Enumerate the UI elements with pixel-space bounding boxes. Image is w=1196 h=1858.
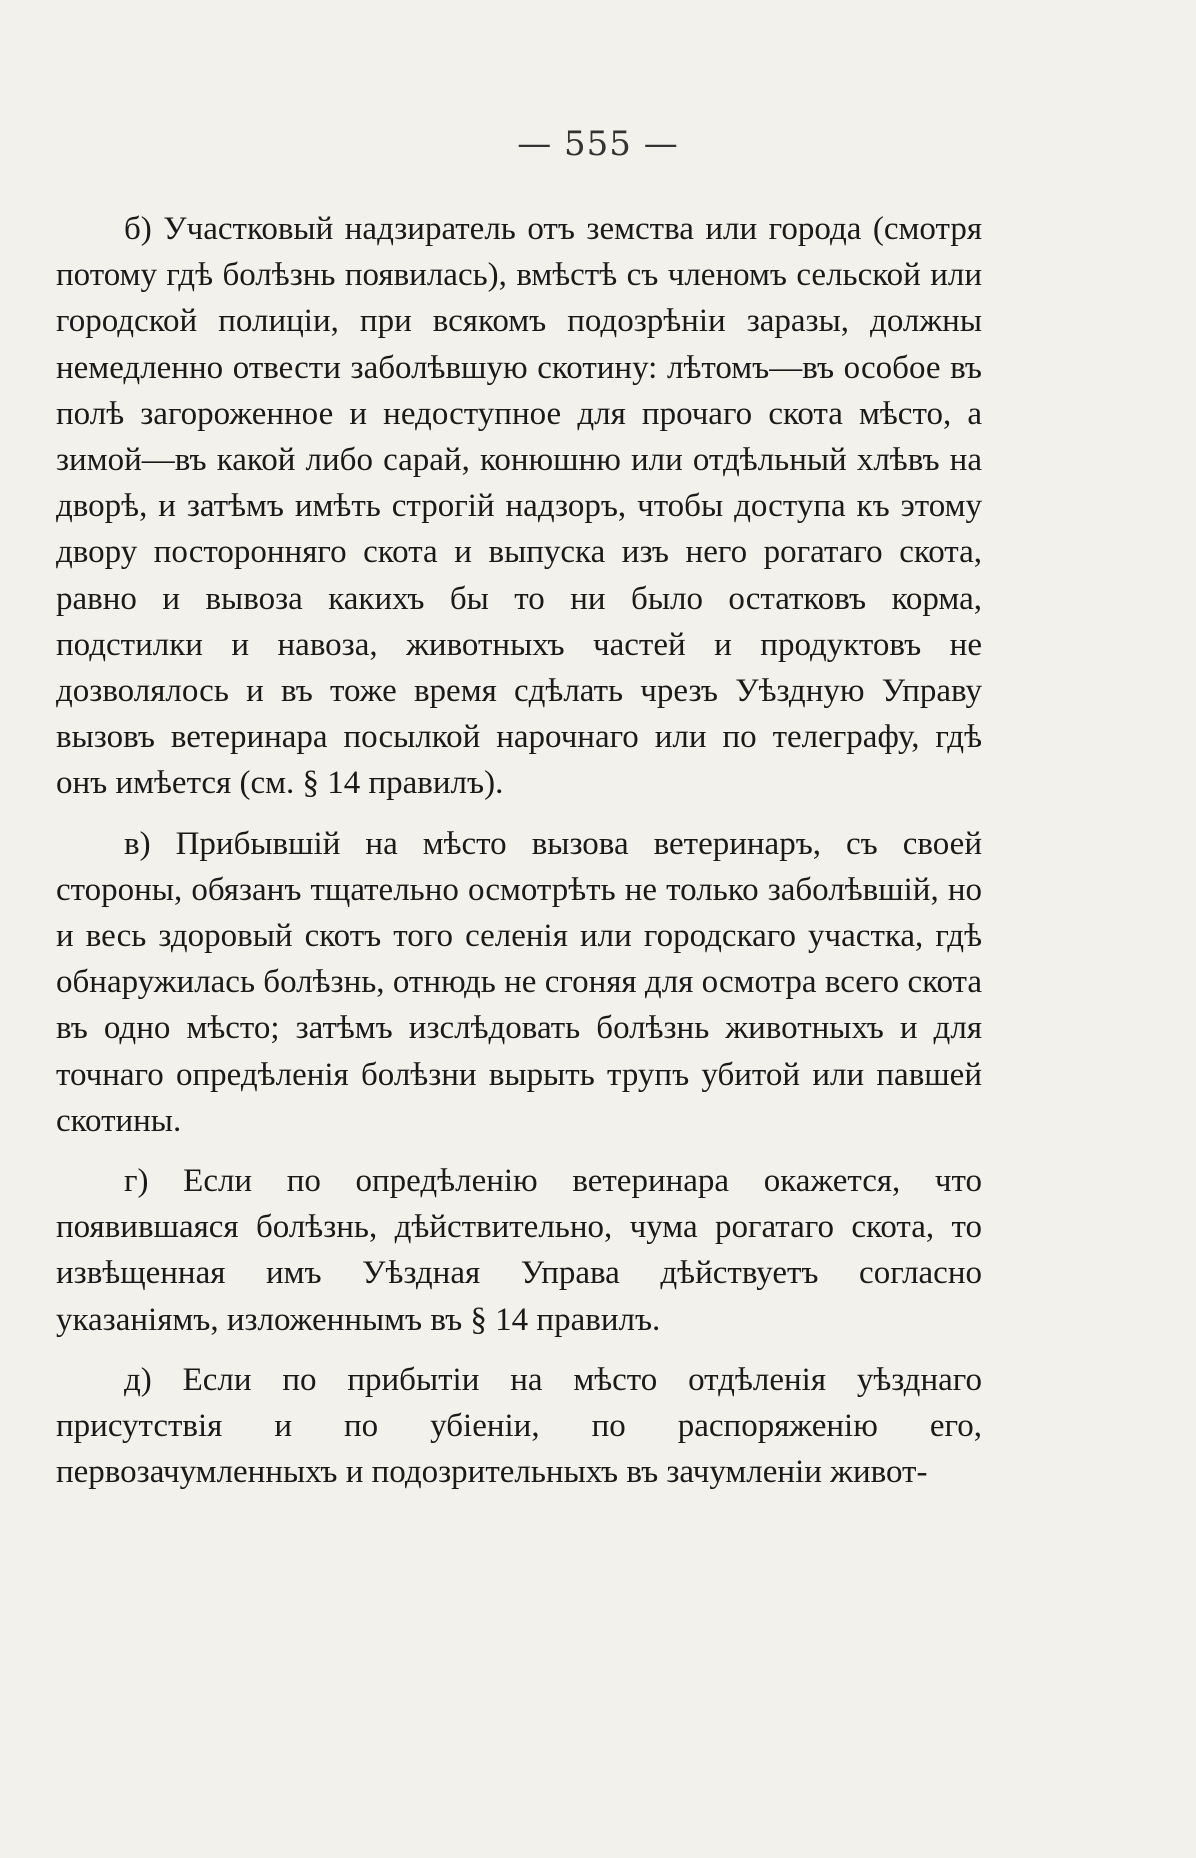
paragraph-b: б) Участковый надзиратель отъ земства или города (смотря потому гдѣ болѣзнь появилась), вмѣстѣ съ членомъ сельской или городской полиціи, при всякомъ подозрѣніи заразы, должны немедленно отвести заболѣвшую скотину: лѣтомъ—въ особое въ полѣ загороженное и недоступное для прочаго скота мѣсто, а зимой—въ какой либо сарай, конюшню или отдѣльный хлѣвъ на дворѣ, и затѣмъ имѣть строгій надзоръ, чтобы доступа къ этому двору посторонняго скота и выпуска изъ него рогатаго скота, равно и вывоза какихъ бы то ни было остатковъ корма, подстилки и навоза, животныхъ частей и продуктовъ не дозволялось и въ тоже время сдѣлать чрезъ Уѣздную Управу вызовъ ветеринара посылкой нарочнаго или по телеграфу, гдѣ онъ имѣется (см. § 14 правилъ). bbox=[56, 211, 982, 802]
paragraph-v: в) Прибывшій на мѣсто вызова ветеринаръ, съ своей стороны, обязанъ тщательно осмотрѣть не только заболѣвшій, но и весь здоровый скотъ того селенія или городскаго участка, гдѣ обнаружилась болѣзнь, отнюдь не сгоняя для осмотра всего скота въ одно мѣсто; затѣмъ изслѣдовать болѣзнь животныхъ и для точнаго опредѣленія болѣзни вырыть трупъ убитой или павшей скотины. bbox=[56, 825, 982, 1139]
paragraph-d: д) Если по прибытіи на мѣсто отдѣленія уѣзднаго присутствія и по убіеніи, по распоряженію его, первозачумленныхъ и подозрительныхъ въ зачумленіи живот- bbox=[56, 1361, 982, 1491]
page-number: — 555 — bbox=[517, 124, 679, 164]
page-body bbox=[56, 206, 982, 1495]
paragraph-g: г) Если по опредѣленію ветеринара окажется, что появившаяся болѣзнь, дѣйствительно, чума рогатаго скота, то извѣщенная имъ Уѣздная Управа дѣйствуетъ согласно указаніямъ, изложеннымъ въ § 14 правилъ. bbox=[56, 1163, 982, 1338]
